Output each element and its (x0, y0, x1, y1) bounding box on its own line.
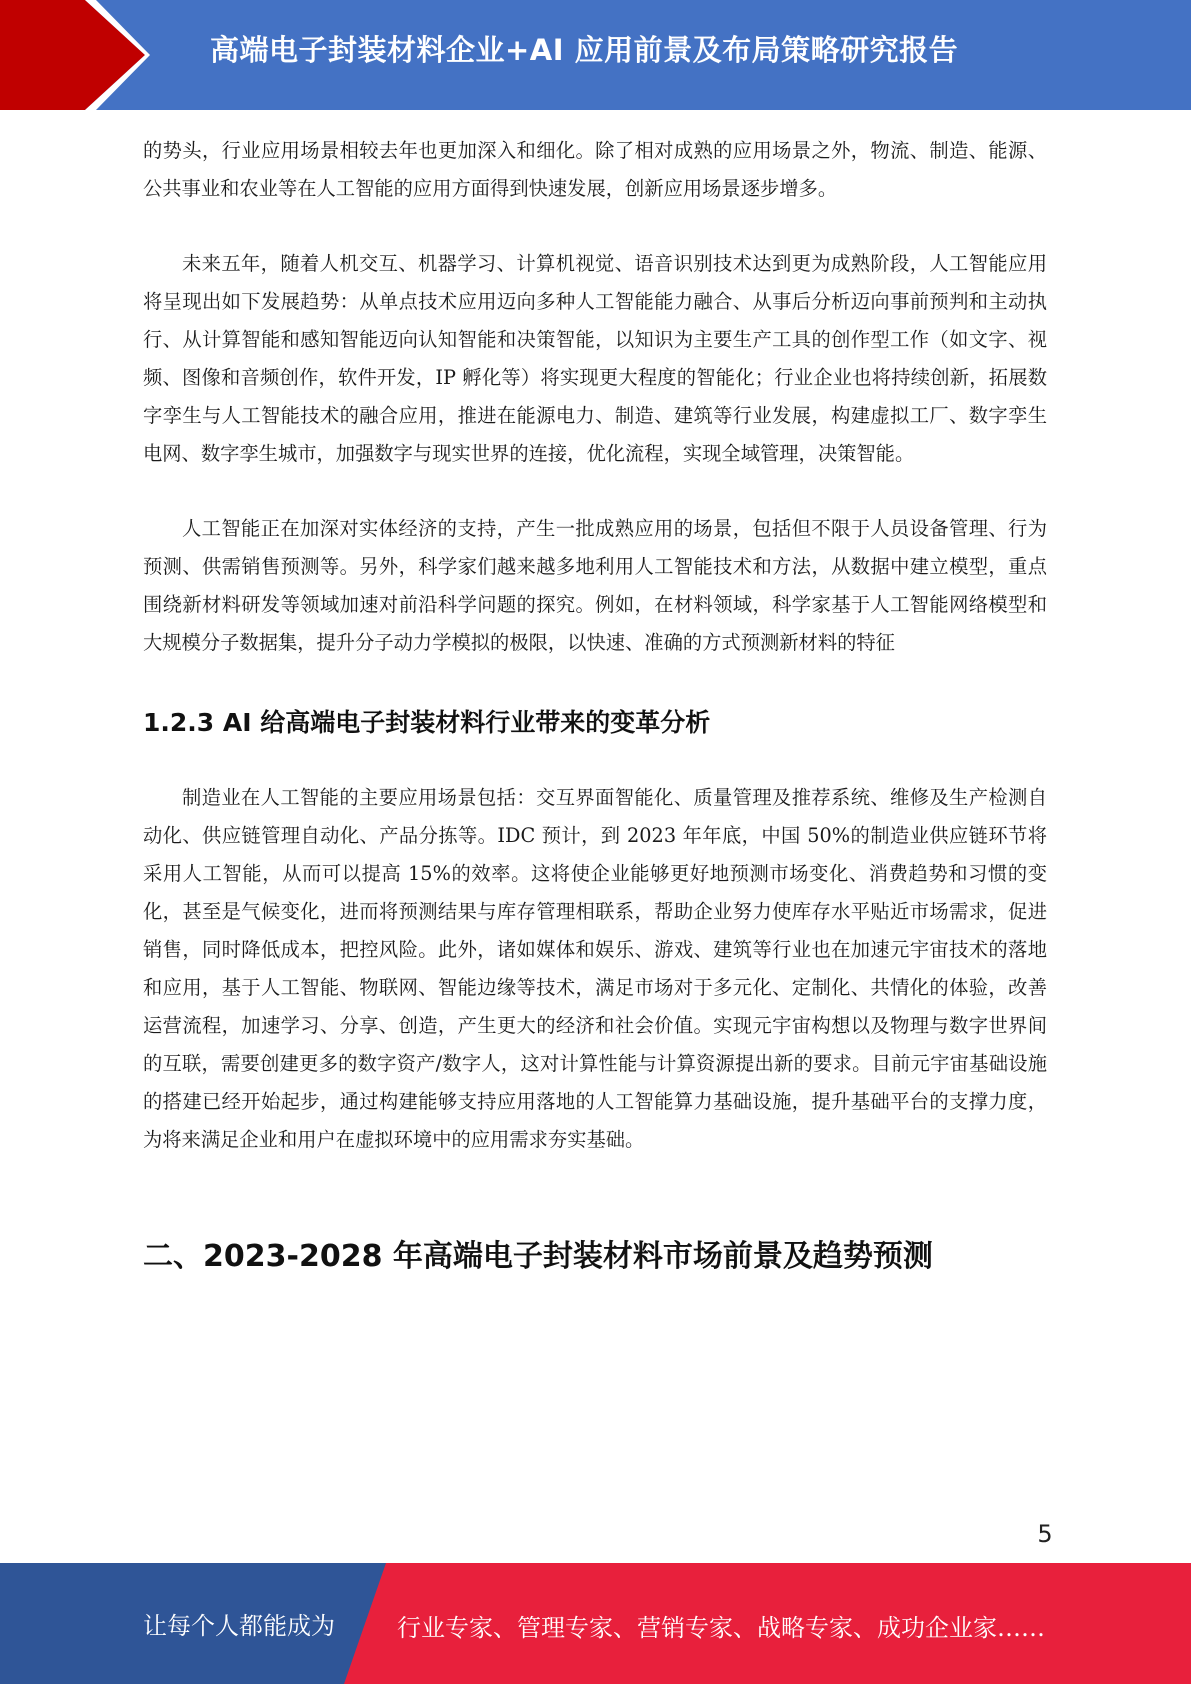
footer-slogan-right: 行业专家、管理专家、营销专家、战略专家、成功企业家…… (397, 1614, 1045, 1642)
main-content (143, 132, 1047, 1277)
paragraph-continuation: 的势头，行业应用场景相较去年也更加深入和细化。除了相对成熟的应用场景之外，物流、制造、能源、公共事业和农业等在人工智能的应用方面得到快速发展，创新应用场景逐步增多。 (143, 139, 1047, 200)
header-red-arrow-decoration (0, 0, 150, 110)
section-heading-1-2-3: 1.2.3 AI 给高端电子封装材料行业带来的变革分析 (143, 708, 711, 737)
footer-slogan-left: 让每个人都能成为 (143, 1612, 335, 1640)
paragraph-ai-real-economy: 人工智能正在加深对实体经济的支持，产生一批成熟应用的场景，包括但不限于人员设备管理、行为预测、供需销售预测等。另外，科学家们越来越多地利用人工智能技术和方法，从数据中建立模型，重点围绕新材料研发等领域加速对前沿科学问题的探究。例如，在材料领域，科学家基于人工智能网络模型和大规模分子数据集，提升分子动力学模拟的极限，以快速、准确的方式预测新材料的特征 (143, 517, 1047, 654)
page-header (0, 0, 1191, 110)
paragraph-ai-trends: 未来五年，随着人机交互、机器学习、计算机视觉、语音识别技术达到更为成熟阶段，人工智能应用将呈现出如下发展趋势：从单点技术应用迈向多种人工智能能力融合、从事后分析迈向事前预判和主动执行、从计算智能和感知智能迈向认知智能和决策智能，以知识为主要生产工具的创作型工作（如文字、视频、图像和音频创作，软件开发，IP 孵化等）将实现更大程度的智能化；行业企业也将持续创新，拓展数字孪生与人工智能技术的融合应用，推进在能源电力、制造、建筑等行业发展，构建虚拟工厂、数字孪生电网、数字孪生城市，加强数字与现实世界的连接，优化流程，实现全域管理，决策智能。 (143, 252, 1047, 465)
page-number: 5 (1037, 1520, 1053, 1548)
chapter-heading-2: 二、2023-2028 年高端电子封装材料市场前景及趋势预测 (143, 1239, 933, 1274)
header-title: 高端电子封装材料企业+AI 应用前景及布局策略研究报告 (210, 33, 959, 67)
paragraph-manufacturing-ai: 制造业在人工智能的主要应用场景包括：交互界面智能化、质量管理及推荐系统、维修及生产检测自动化、供应链管理自动化、产品分拣等。IDC 预计，到 2023 年年底，中国 50%的制造业供应链环节将采用人工智能，从而可以提高 15%的效率。这将使企业能够更好地预测市场变化、消费趋势和习惯的变化，甚至是气候变化，进而将预测结果与库存管理相联系，帮助企业努力使库存水平贴近市场需求，促进销售，同时降低成本，把控风险。此外，诸如媒体和娱乐、游戏、建筑等行业也在加速元宇宙技术的落地和应用，基于人工智能、物联网、智能边缘等技术，满足市场对于多元化、定制化、共情化的体验，改善运营流程，加速学习、分享、创造，产生更大的经济和社会价值。实现元宇宙构想以及物理与数字世界间的互联，需要创建更多的数字资产/数字人，这对计算性能与计算资源提出新的要求。目前元宇宙基础设施的搭建已经开始起步，通过构建能够支持应用落地的人工智能算力基础设施，提升基础平台的支撑力度，为将来满足企业和用户在虚拟环境中的应用需求夯实基础。 (143, 786, 1047, 1151)
